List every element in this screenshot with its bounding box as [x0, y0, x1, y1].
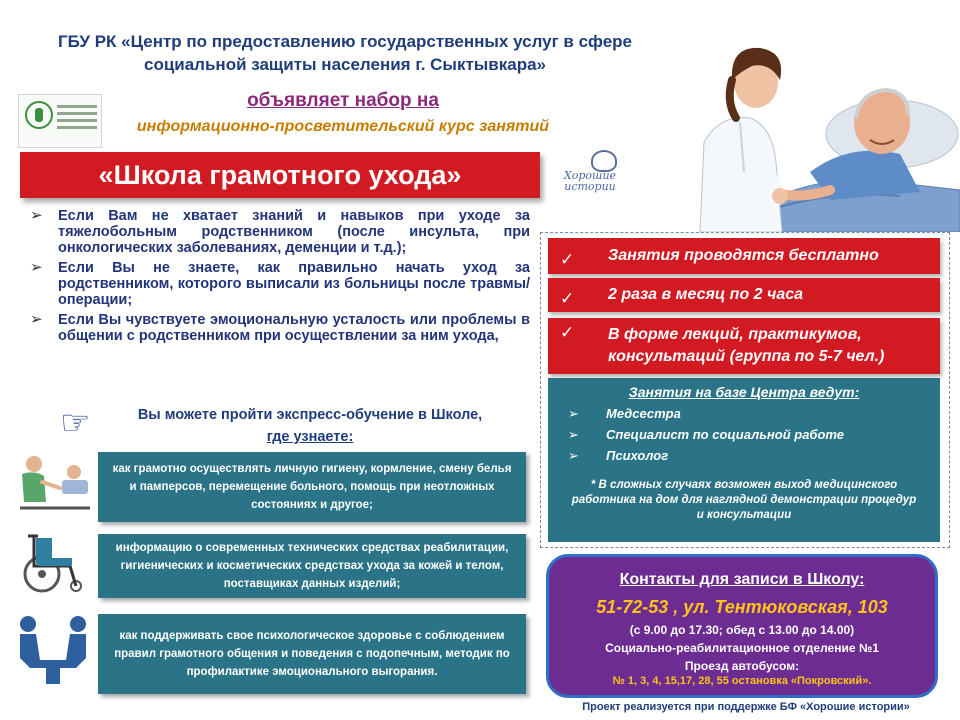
page-title: «Школа грамотного ухода»: [20, 152, 540, 198]
checkmark-icon: ✓: [560, 323, 575, 342]
staff-note: * В сложных случаях возможен выход медицинского работника на дом для наглядной демонстрации процедур и консультации: [571, 479, 917, 521]
feature-format: ✓ В форме лекций, практикумов, консультаций (группа по 5-7 чел.): [548, 318, 940, 374]
footer-note: Проект реализуется при поддержке БФ «Хорошие истории»: [582, 701, 910, 713]
staff-panel: [548, 378, 940, 542]
express-training-heading: [110, 404, 510, 448]
arrow-bullet-icon: ➢: [30, 311, 43, 328]
announce-text: объявляет набор на: [247, 90, 439, 111]
people-icon: [25, 101, 53, 129]
info-box-rehab-means: информацию о современных технических средствах реабилитации, гигиенических и косметических средствах ухода за кожей и телом, поставщиках данных изделий;: [98, 534, 526, 598]
checkmark-icon: ✓: [560, 289, 575, 308]
caregiver-feeding-icon: [12, 452, 94, 518]
arrow-bullet-icon: ➢: [568, 427, 579, 442]
course-type: информационно-просветительский курс занятий: [136, 118, 550, 135]
list-item: ➢ Если Вы не знаете, как правильно начать уход за родственником, которого выписали из больницы после травмы/операции;: [30, 259, 530, 308]
info-box-hygiene: как грамотно осуществлять личную гигиену, кормление, смену белья и памперсов, перемещение больного, помощь при неотложных состояниях и другое;: [98, 452, 526, 522]
contacts-title: Контакты для записи в Школу:: [619, 571, 865, 588]
partner-logo: [545, 150, 635, 194]
contacts-bus-label: Проезд автобусом:: [684, 659, 800, 673]
list-item: ➢ Если Вы чувствуете эмоциональную усталость или проблемы в общении с родственником при осуществлении за ним ухода,: [30, 311, 530, 344]
contacts-hours: (с 9.00 до 17.30; обед с 13.00 до 14.00): [629, 623, 855, 637]
staff-item-social-worker: ➢ Специалист по социальной работе: [568, 427, 845, 442]
express-line-2: где узнаете:: [266, 429, 354, 445]
arrow-bullet-icon: ➢: [568, 406, 579, 421]
counseling-icon: [10, 612, 96, 688]
info-box-psychology: как поддерживать свое психологическое здоровье с соблюдением правил грамотного общения и поведения с подопечным, методик по профилактике эмоционального выгорания.: [98, 614, 526, 694]
contacts-box: [546, 554, 938, 698]
arrow-bullet-icon: ➢: [30, 207, 43, 224]
list-item: ➢ Если Вам не хватает знаний и навыков при уходе за тяжелобольным родственником (после инсульта, при онкологических заболеваниях, деменции и т.д.);: [30, 207, 530, 256]
pointing-hand-icon: ☞: [60, 404, 91, 442]
feature-free: ✓ Занятия проводятся бесплатно: [548, 238, 940, 274]
arrow-bullet-icon: ➢: [568, 448, 579, 463]
organization-name: ГБУ РК «Центр по предоставлению государственных услуг в сфере социальной защиты населения г. Сыктывкара»: [57, 32, 632, 74]
nurse-patient-illustration: [660, 22, 960, 232]
contacts-phone-address: 51-72-53 , ул. Тентюковская, 103: [596, 597, 888, 617]
arrow-bullet-icon: ➢: [30, 259, 43, 276]
wheelchair-icon: [12, 530, 94, 594]
questions-list: [30, 208, 530, 348]
partner-logo-text: Хорошие истории: [563, 169, 617, 193]
checkmark-icon: ✓: [560, 250, 575, 269]
staff-item-nurse: ➢ Медсестра: [568, 406, 681, 421]
feature-schedule: ✓ 2 раза в месяц по 2 часа: [548, 278, 940, 312]
center-logo: [18, 94, 102, 148]
staff-item-psychologist: ➢ Психолог: [568, 448, 669, 463]
express-line-1: Вы можете пройти экспресс-обучение в Школе,: [137, 407, 483, 423]
staff-title: Занятия на базе Центра ведут:: [628, 384, 860, 400]
contacts-department: Социально-реабилитационное отделение №1: [605, 641, 879, 655]
contacts-bus-routes: № 1, 3, 4, 15,17, 28, 55 остановка «Покровский».: [612, 675, 872, 687]
